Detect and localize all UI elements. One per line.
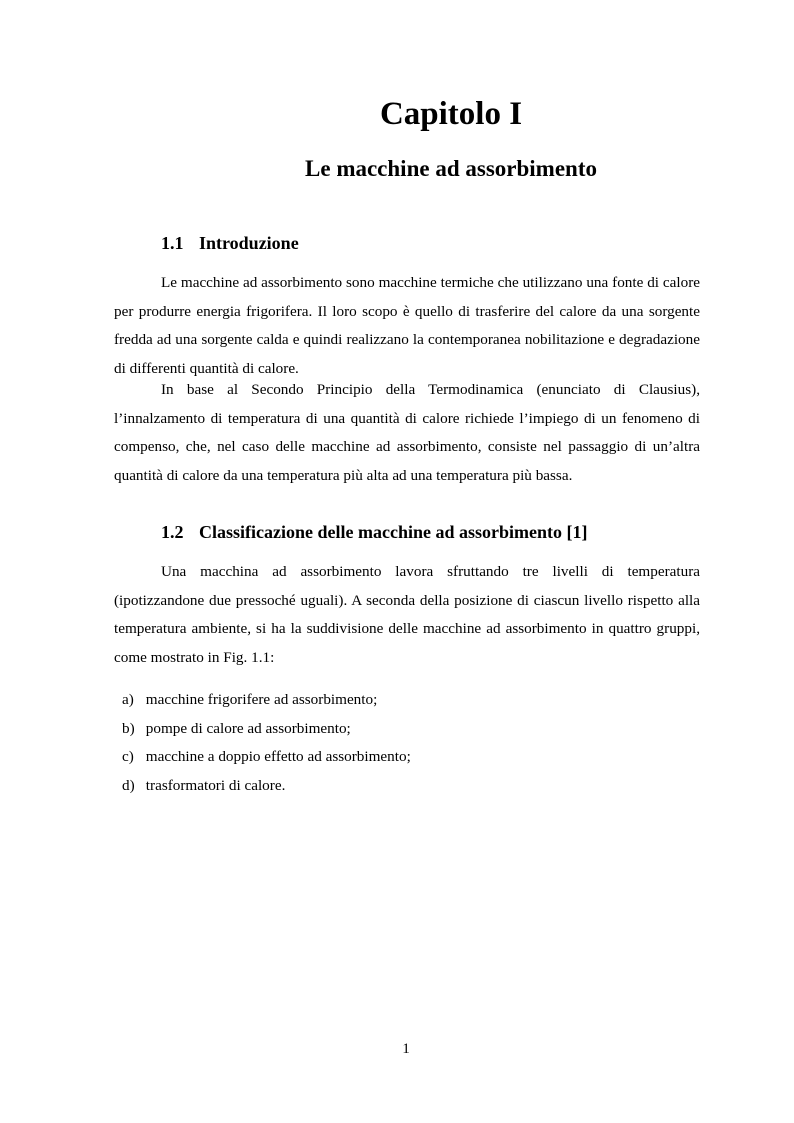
paragraph: In base al Secondo Principio della Termodinamica (enunciato di Clausius), l’innalzamento di temperatura di una quantità di calore richiede l’impiego di un fenomeno di compenso, che, nel caso delle macchine ad assorbimento, consiste nel passaggio di un’altra quantità di calore da una temperatura più alta ad una temperatura più bassa. (114, 381, 700, 484)
list-item (122, 715, 411, 744)
list-item-text: macchine frigorifere ad assorbimento; (145, 691, 378, 708)
list-marker: a) (122, 691, 134, 708)
list-marker: b) (122, 719, 135, 737)
page-number: 1 (402, 1040, 410, 1057)
list-marker: c) (122, 748, 134, 766)
chapter-subtitle: Le macchine ad assorbimento (305, 156, 597, 181)
list-item (122, 686, 411, 715)
list-item-text: pompe di calore ad assorbimento; (145, 719, 351, 737)
list-item-text: trasformatori di calore. (145, 776, 286, 794)
list-marker: d) (122, 776, 135, 794)
section-heading-classificazione (161, 522, 587, 543)
chapter-title: Capitolo I (379, 96, 523, 132)
list-item (122, 743, 411, 772)
list-item-text: macchine a doppio effetto ad assorbimento; (145, 748, 411, 766)
section-heading-introduzione (161, 233, 299, 254)
paragraph: Una macchina ad assorbimento lavora sfruttando tre livelli di temperatura (ipotizzandone due pressoché uguali). A seconda della posizione di ciascun livello rispetto alla temperatura ambiente, si ha la suddivisione delle macchine ad assorbimento in quattro gruppi, come mostrato in Fig. 1.1: (114, 563, 700, 666)
classification-list (122, 686, 411, 800)
section-number: 1.2 (161, 522, 184, 542)
list-item (122, 772, 411, 801)
section-title: Classificazione delle macchine ad assorbimento [1] (199, 522, 588, 542)
section-number: 1.1 (161, 233, 184, 253)
paragraph: Le macchine ad assorbimento sono macchine termiche che utilizzano una fonte di calore per produrre energia frigorifera. Il loro scopo è quello di trasferire del calore da una sorgente fredda ad una sorgente calda e quindi realizzano la contemporanea nobilitazione e degradazione di differenti quantità di calore. (114, 274, 700, 377)
section-title: Introduzione (199, 233, 299, 253)
